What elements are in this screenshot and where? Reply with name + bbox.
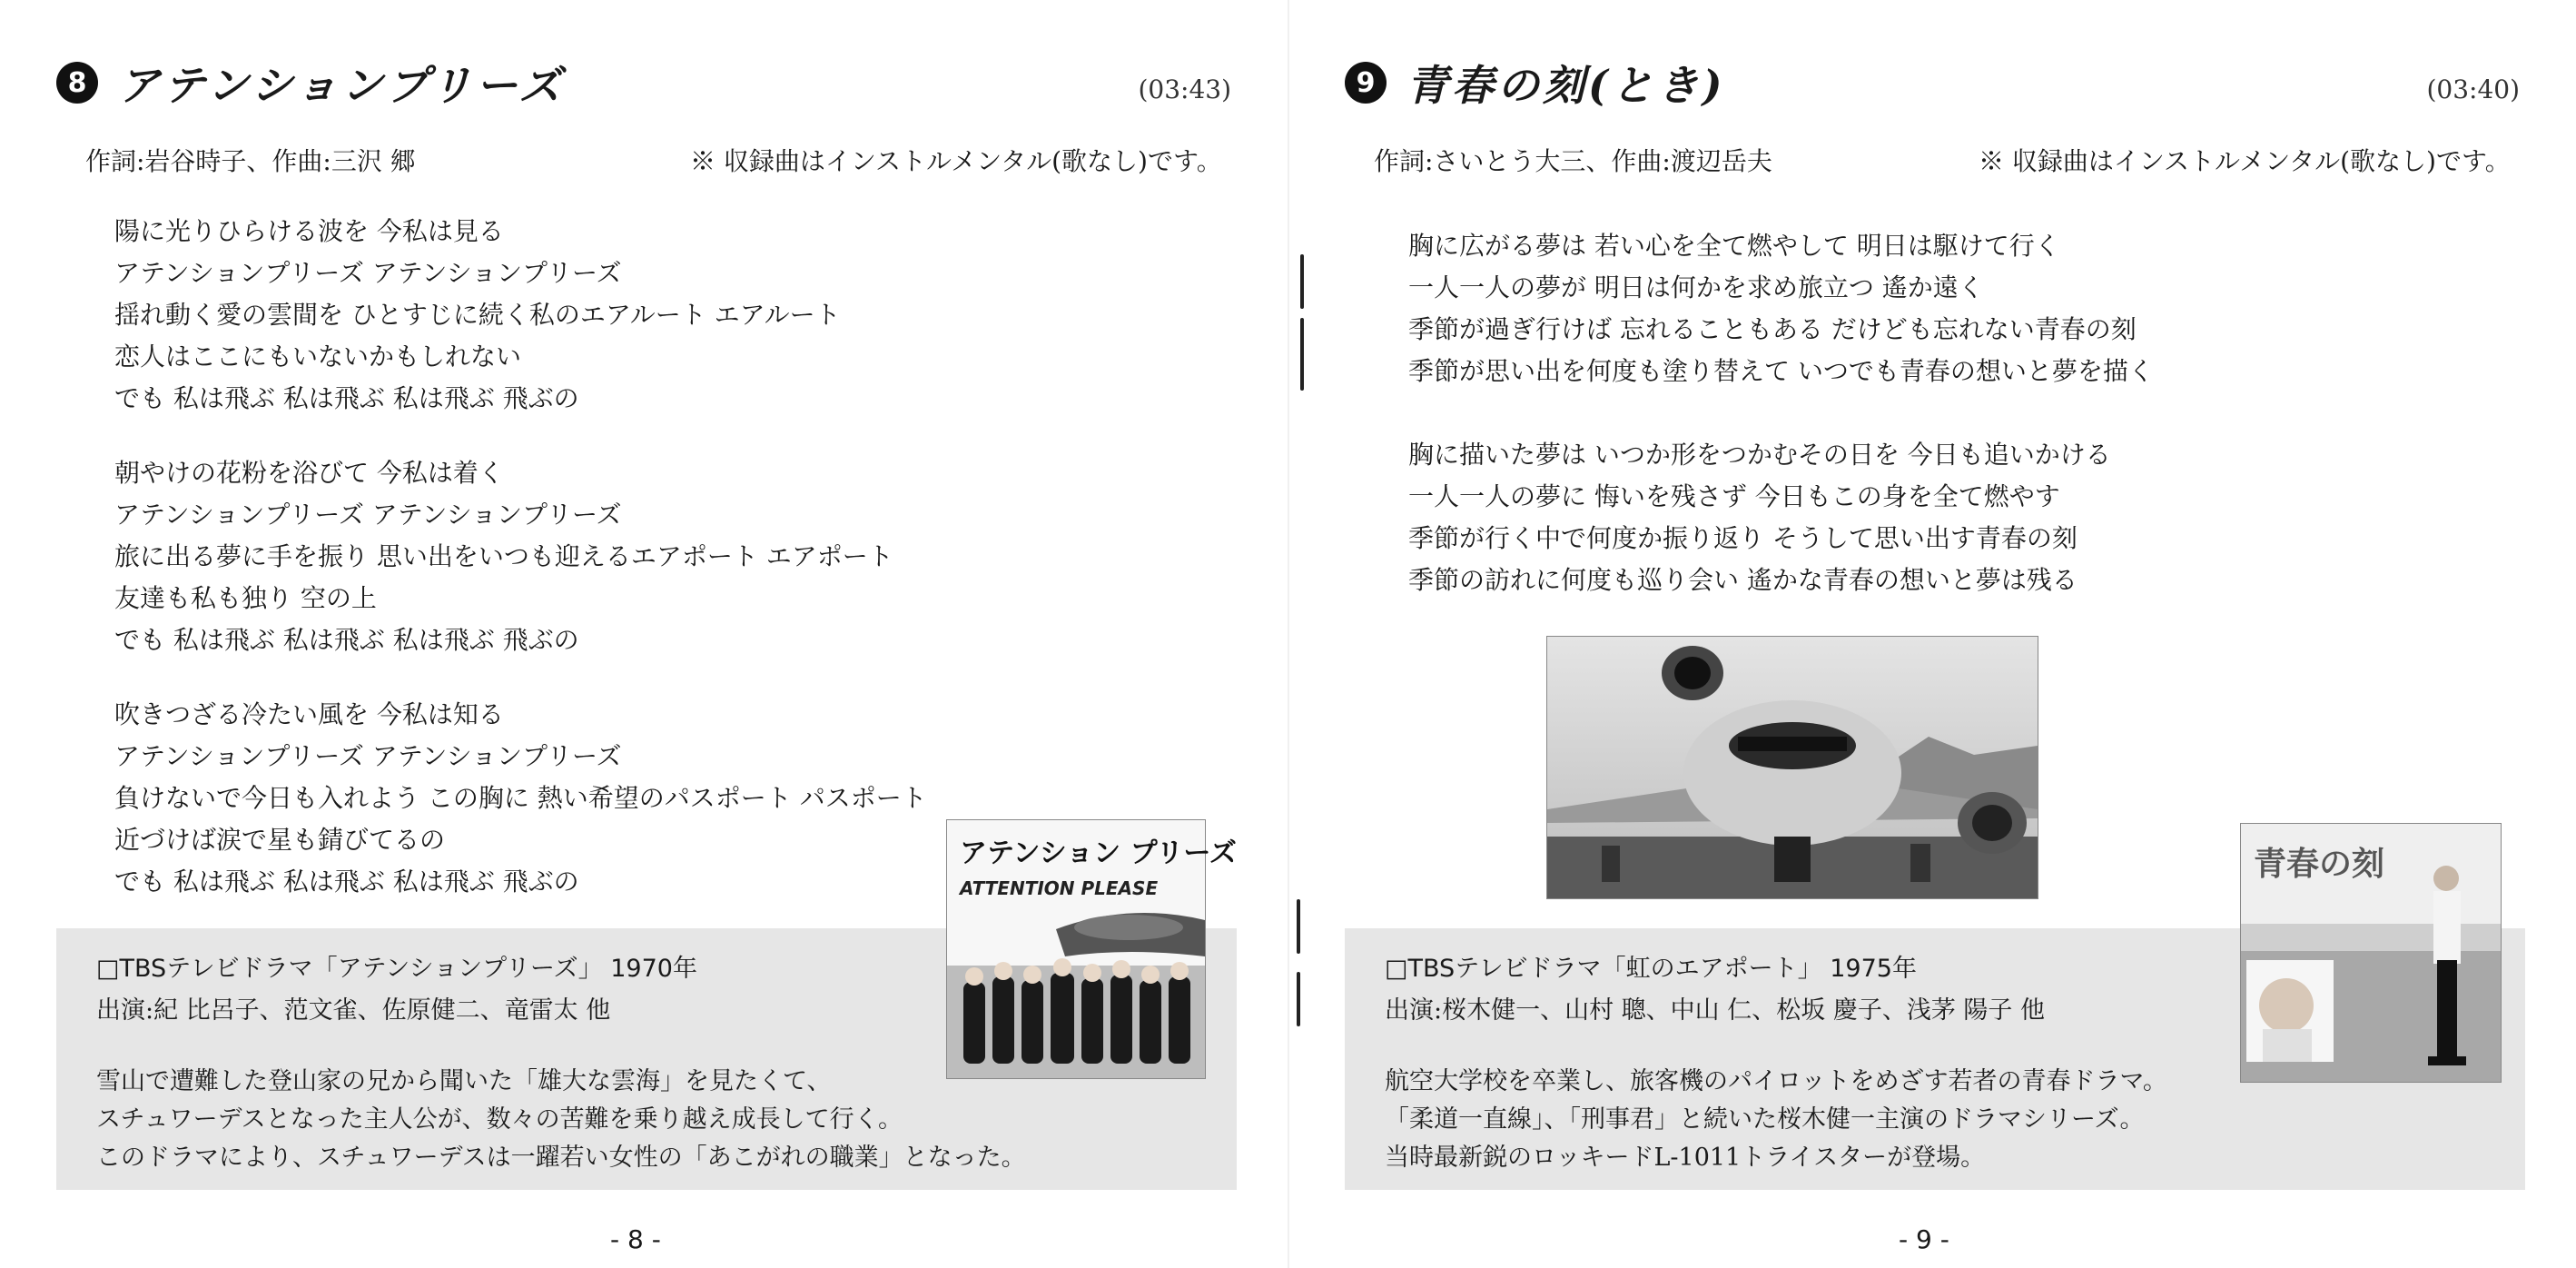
lyric-line: 負けないで今日も入れよう この胸に 熱い希望のパスポート パスポート [114, 783, 927, 813]
lyric-line: 季節の訪れに何度も巡り会い 遙かな青春の想いと夢は残る [1408, 565, 2078, 595]
record-jacket-photo [946, 819, 1237, 1079]
drama-description [96, 1063, 1026, 1177]
drama-cast: 出演:桜木健一、山村 聰、中山 仁、松坂 慶子、浅茅 陽子 他 [1385, 996, 2046, 1025]
lyric-line: アテンションプリーズ アテンションプリーズ [114, 258, 622, 288]
lyric-line: 恋人はここにもいないかもしれない [114, 342, 522, 371]
page-number: - 9 - [1899, 1224, 1949, 1254]
jacket-title: アテンション プリーズ [960, 837, 1237, 869]
song-title-row [1345, 53, 1726, 113]
lyric-line: 旅に出る夢に手を振り 思い出をいつも迎えるエアポート エアポート [114, 541, 893, 571]
song-title-row [56, 53, 565, 113]
song-credits: 作詞:さいとう大三、作曲:渡辺岳夫 [1374, 146, 1772, 176]
song-duration: (03:40) [2426, 74, 2520, 104]
lyric-line: でも 私は飛ぶ 私は飛ぶ 私は飛ぶ 飛ぶの [114, 625, 579, 655]
lyrics [114, 211, 927, 936]
right-page [1288, 0, 2576, 1268]
lyric-line: アテンションプリーズ アテンションプリーズ [114, 741, 622, 771]
lyric-line: アテンションプリーズ アテンションプリーズ [114, 500, 622, 530]
track-number-badge: 8 [56, 62, 98, 104]
lyrics-stanza [114, 694, 927, 903]
airplane-photo [1546, 636, 2038, 899]
lyrics [1408, 225, 2154, 634]
page-number: - 8 - [610, 1224, 661, 1254]
lyrics-stanza [1408, 225, 2154, 392]
lyric-line: 胸に描いた夢は いつか形をつかむその日を 今日も追いかける [1408, 440, 2111, 470]
lyric-line: 吹きつざる冷たい風を 今私は知る [114, 699, 504, 729]
description-line: スチュワーデスとなった主人公が、数々の苦難を乗り越え成長して行く。 [96, 1105, 903, 1134]
record-jacket-illustration [2241, 824, 2501, 1082]
lyric-line: 朝やけの花粉を浴びて 今私は着く [114, 458, 504, 488]
lyric-line: 揺れ動く愛の雲間を ひとすじに続く私のエアルート エアルート [114, 300, 841, 330]
lyric-line: 友達も私も独り 空の上 [114, 583, 377, 613]
lyric-line: 陽に光りひらける波を 今私は見る [114, 216, 504, 246]
instrumental-note: ※ 収録曲はインストルメンタル(歌なし)です。 [1979, 146, 2511, 176]
lyrics-stanza [114, 452, 927, 661]
lyric-line: 近づけば涙で星も錆びてるの [114, 825, 446, 855]
lyric-line: でも 私は飛ぶ 私は飛ぶ 私は飛ぶ 飛ぶの [114, 867, 579, 897]
song-credits: 作詞:岩谷時子、作曲:三沢 郷 [85, 146, 416, 176]
song-duration: (03:43) [1138, 74, 1231, 104]
description-line: このドラマにより、スチュワーデスは一躍若い女性の「あこがれの職業」となった。 [96, 1144, 1026, 1172]
lyric-line: 胸に広がる夢は 若い心を全て燃やして 明日は駆けて行く [1408, 231, 2060, 261]
drama-title: □TBSテレビドラマ「アテンションプリーズ」 1970年 [96, 955, 697, 983]
airplane-illustration [1547, 637, 2038, 898]
description-line: 「柔道一直線」、「刑事君」と続いた桜木健一主演のドラマシリーズ。 [1385, 1105, 2145, 1134]
jacket-subtitle: ATTENTION PLEASE [960, 877, 1159, 899]
description-line: 雪山で遭難した登山家の兄から聞いた「雄大な雲海」を見たくて、 [96, 1067, 832, 1095]
description-line: 当時最新鋭のロッキードL-1011トライスターが登場。 [1385, 1144, 1986, 1172]
lyric-line: 季節が過ぎ行けば 忘れることもある だけども忘れない青春の刻 [1408, 314, 2137, 344]
record-jacket-illustration [947, 820, 1237, 1078]
drama-description [1385, 1063, 2167, 1177]
lyric-line: 一人一人の夢に 悔いを残さず 今日もこの身を全て燃やす [1408, 481, 2060, 511]
drama-title: □TBSテレビドラマ「虹のエアポート」 1975年 [1385, 955, 1917, 983]
lyric-line: 一人一人の夢が 明日は何かを求め旅立つ 遙か遠く [1408, 272, 1984, 302]
jacket-title: 青春の刻 [2254, 845, 2385, 883]
song-title: 青春の刻(とき) [1406, 61, 1726, 110]
instrumental-note: ※ 収録曲はインストルメンタル(歌なし)です。 [690, 146, 1222, 176]
lyric-line: 季節が行く中で何度か振り返り そうして思い出す青春の刻 [1408, 523, 2078, 553]
description-line: 航空大学校を卒業し、旅客機のパイロットをめざす若者の青春ドラマ。 [1385, 1067, 2167, 1095]
lyric-line: でも 私は飛ぶ 私は飛ぶ 私は飛ぶ 飛ぶの [114, 383, 579, 413]
track-number-badge: 9 [1345, 62, 1387, 104]
lyrics-stanza [1408, 434, 2154, 601]
song-title: アテンションプリーズ [118, 61, 565, 110]
record-jacket-photo [2240, 823, 2502, 1083]
lyric-line: 季節が思い出を何度も塗り替えて いつでも青春の想いと夢を描く [1408, 356, 2154, 386]
drama-cast: 出演:紀 比呂子、范文雀、佐原健二、竜雷太 他 [96, 996, 611, 1025]
lyrics-stanza [114, 211, 927, 420]
